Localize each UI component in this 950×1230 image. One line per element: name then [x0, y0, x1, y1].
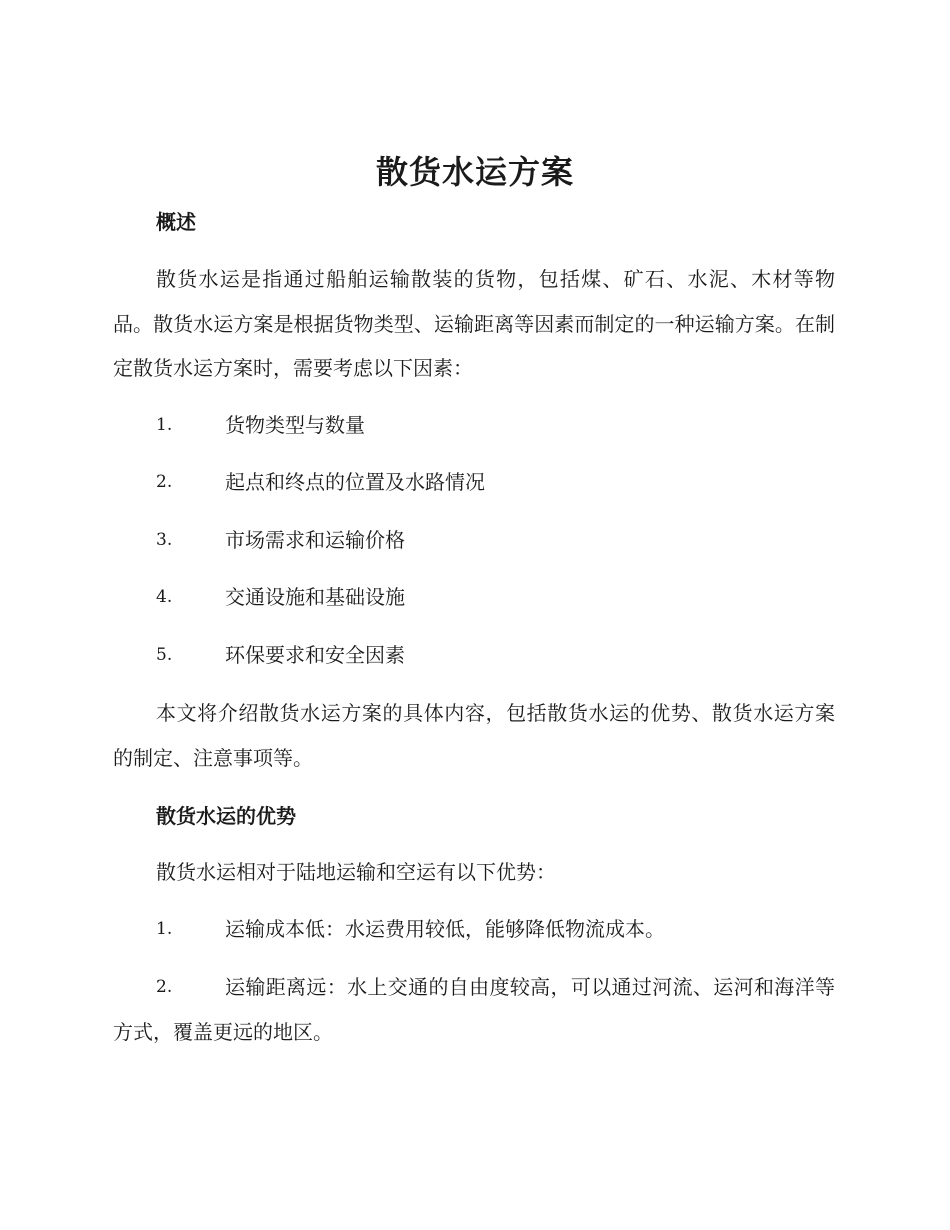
advantages-intro-paragraph: 散货水运相对于陆地运输和空运有以下优势： — [156, 860, 556, 884]
list-item-text: 起点和终点的位置及水路情况 — [225, 470, 485, 494]
list-item-number: 3. — [156, 530, 173, 550]
list-item-text: 市场需求和运输价格 — [225, 528, 405, 552]
overview-intro-paragraph: 散货水运是指通过船舶运输散装的货物，包括煤、矿石、水泥、木材等物品。散货水运方案是根据货物类型、运输距离等因素而制定的一种运输方案。在制定散货水运方案时，需要考虑以下因素： — [113, 267, 835, 380]
list-item — [113, 633, 835, 678]
document-title: 散货水运方案 — [375, 153, 574, 191]
list-item-text: 运输成本低：水运费用较低，能够降低物流成本。 — [225, 917, 665, 941]
list-item — [113, 965, 835, 1054]
list-item — [113, 518, 835, 563]
list-item — [113, 403, 835, 448]
list-item — [113, 575, 835, 620]
list-item-number: 1. — [156, 415, 173, 435]
list-item — [113, 907, 835, 952]
section-heading-advantages: 散货水运的优势 — [156, 804, 296, 828]
list-item-text: 货物类型与数量 — [225, 413, 365, 437]
list-item-text: 运输距离远：水上交通的自由度较高，可以通过河流、运河和海洋等方式，覆盖更远的地区。 — [113, 975, 835, 1044]
list-item-number: 4. — [156, 587, 173, 607]
list-item-number: 2. — [156, 472, 173, 492]
overview-outro-paragraph: 本文将介绍散货水运方案的具体内容，包括散货水运的优势、散货水运方案的制定、注意事项等。 — [113, 701, 835, 770]
list-item — [113, 460, 835, 505]
list-item-number: 2. — [156, 977, 173, 997]
list-item-text: 环保要求和安全因素 — [225, 643, 405, 667]
section-heading-overview: 概述 — [156, 210, 196, 234]
list-item-text: 交通设施和基础设施 — [225, 585, 405, 609]
list-item-number: 5. — [156, 645, 173, 665]
list-item-number: 1. — [156, 919, 173, 939]
